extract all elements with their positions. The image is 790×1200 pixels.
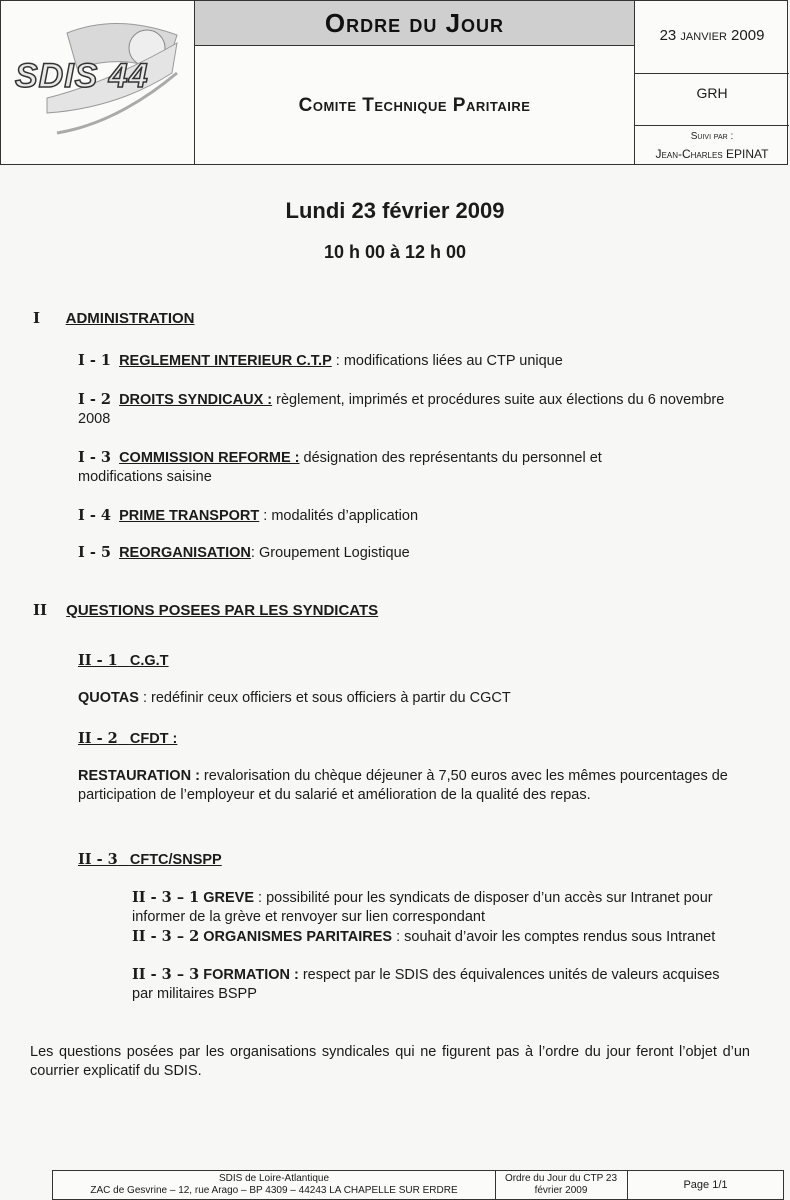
footer-doc-line1: Ordre du Jour du CTP 23 bbox=[504, 1173, 618, 1184]
question-code: II - 3 – 3 bbox=[132, 966, 200, 983]
document-date: 23 janvier 2009 bbox=[659, 27, 765, 44]
subsection-heading bbox=[78, 729, 177, 749]
footer-page: Page 1/1 bbox=[683, 1179, 728, 1191]
subsection-label: CFTC/SNSPP bbox=[129, 852, 222, 868]
section-heading bbox=[33, 601, 378, 619]
agenda-item bbox=[78, 351, 758, 371]
title-band bbox=[195, 1, 634, 46]
item-code: I - 5 bbox=[78, 544, 111, 561]
item-label: DROITS SYNDICAUX : bbox=[119, 392, 273, 408]
question-item bbox=[132, 927, 732, 947]
item-text: : modalités d’application bbox=[259, 508, 419, 524]
department: GRH bbox=[696, 85, 728, 101]
meeting-time: 10 h 00 à 12 h 00 bbox=[323, 242, 467, 262]
page-footer bbox=[52, 1170, 784, 1200]
item-text: : Groupement Logistique bbox=[250, 545, 410, 561]
followed-by-label: Suivi par : bbox=[690, 131, 734, 142]
agenda-item bbox=[78, 390, 743, 429]
footer-address: ZAC de Gesvrine – 12, rue Arago – BP 4309 – 44243 LA CHAPELLE SUR ERDRE bbox=[90, 1185, 458, 1196]
subsection-heading bbox=[78, 651, 169, 671]
question-label: FORMATION : bbox=[203, 967, 299, 983]
item-label: COMMISSION REFORME : bbox=[119, 450, 300, 466]
question-text: respect par le SDIS des équivalences unités de valeurs acquises par militaires BSPP bbox=[132, 967, 720, 1002]
agenda-item bbox=[78, 448, 688, 487]
subsection-code: II - 1 bbox=[78, 652, 118, 669]
question-text: : possibilité pour les syndicats de disposer d’un accès sur Intranet pour informer de la grève et renvoyer sur lien correspondant bbox=[132, 890, 713, 925]
section-title: QUESTIONS POSEES PAR LES SYNDICATS bbox=[66, 602, 379, 619]
question-label: ORGANISMES PARITAIRES bbox=[203, 929, 393, 945]
section-number: I bbox=[33, 309, 41, 327]
logo bbox=[7, 13, 187, 153]
item-label: REGLEMENT INTERIEUR C.T.P bbox=[119, 353, 332, 369]
footer-doc-cell bbox=[496, 1171, 626, 1199]
subsection-label: C.G.T bbox=[129, 653, 169, 669]
logo-text: SDIS 44 bbox=[15, 57, 149, 95]
item-text: désignation des représentants du personnel et modifications saisine bbox=[78, 450, 602, 485]
question-code: II - 3 – 2 bbox=[132, 928, 200, 945]
subsection-heading bbox=[78, 850, 222, 870]
section-number: II bbox=[33, 601, 48, 619]
document-title: Ordre du Jour bbox=[324, 7, 505, 38]
item-code: I - 4 bbox=[78, 507, 111, 524]
document-header bbox=[0, 0, 788, 165]
item-code: I - 1 bbox=[78, 352, 111, 369]
question-text: : souhait d’avoir les comptes rendus sous Intranet bbox=[392, 929, 716, 945]
subsection-label: CFDT : bbox=[129, 731, 178, 747]
question-text: revalorisation du chèque déjeuner à 7,50 euros avec les mêmes pourcentages de participation de l’employeur et du salarié et amélioration de la qualité des repas. bbox=[78, 768, 728, 803]
subsection-code: II - 2 bbox=[78, 730, 118, 747]
question-item bbox=[132, 965, 732, 1004]
question-label: RESTAURATION : bbox=[78, 768, 200, 784]
footer-org: SDIS de Loire-Atlantique bbox=[218, 1173, 330, 1184]
question-label: QUOTAS bbox=[78, 690, 139, 706]
section-title: ADMINISTRATION bbox=[65, 310, 195, 327]
footer-page-cell bbox=[628, 1171, 783, 1199]
question-text: : redéfinir ceux officiers et sous officiers à partir du CGCT bbox=[138, 690, 511, 706]
closing-note: Les questions posées par les organisations syndicales qui ne figurent pas à l’ordre du jour feront l’objet d’un courrier explicatif du SDIS. bbox=[30, 1044, 750, 1079]
agenda-item bbox=[78, 506, 758, 526]
subsection-code: II - 3 bbox=[78, 851, 118, 868]
item-label: PRIME TRANSPORT bbox=[119, 508, 260, 524]
question-item bbox=[78, 767, 733, 805]
question-code: II - 3 – 1 bbox=[132, 889, 200, 906]
item-code: I - 3 bbox=[78, 449, 111, 466]
followed-by-name: Jean-Charles EPINAT bbox=[655, 147, 769, 161]
item-text: : modifications liées au CTP unique bbox=[331, 353, 563, 369]
question-label: GREVE bbox=[203, 890, 255, 906]
document-subtitle: Comite Technique Paritaire bbox=[298, 94, 531, 116]
item-code: I - 2 bbox=[78, 391, 111, 408]
section-heading bbox=[33, 309, 195, 327]
question-item bbox=[78, 689, 758, 708]
agenda-item bbox=[78, 543, 758, 563]
item-text: règlement, imprimés et procédures suite aux élections du 6 novembre 2008 bbox=[78, 392, 725, 427]
footer-address-cell bbox=[53, 1171, 495, 1199]
question-item bbox=[132, 888, 732, 927]
item-label: REORGANISATION bbox=[119, 545, 251, 561]
footer-doc-line2: février 2009 bbox=[534, 1185, 588, 1196]
meeting-date: Lundi 23 février 2009 bbox=[285, 198, 505, 223]
